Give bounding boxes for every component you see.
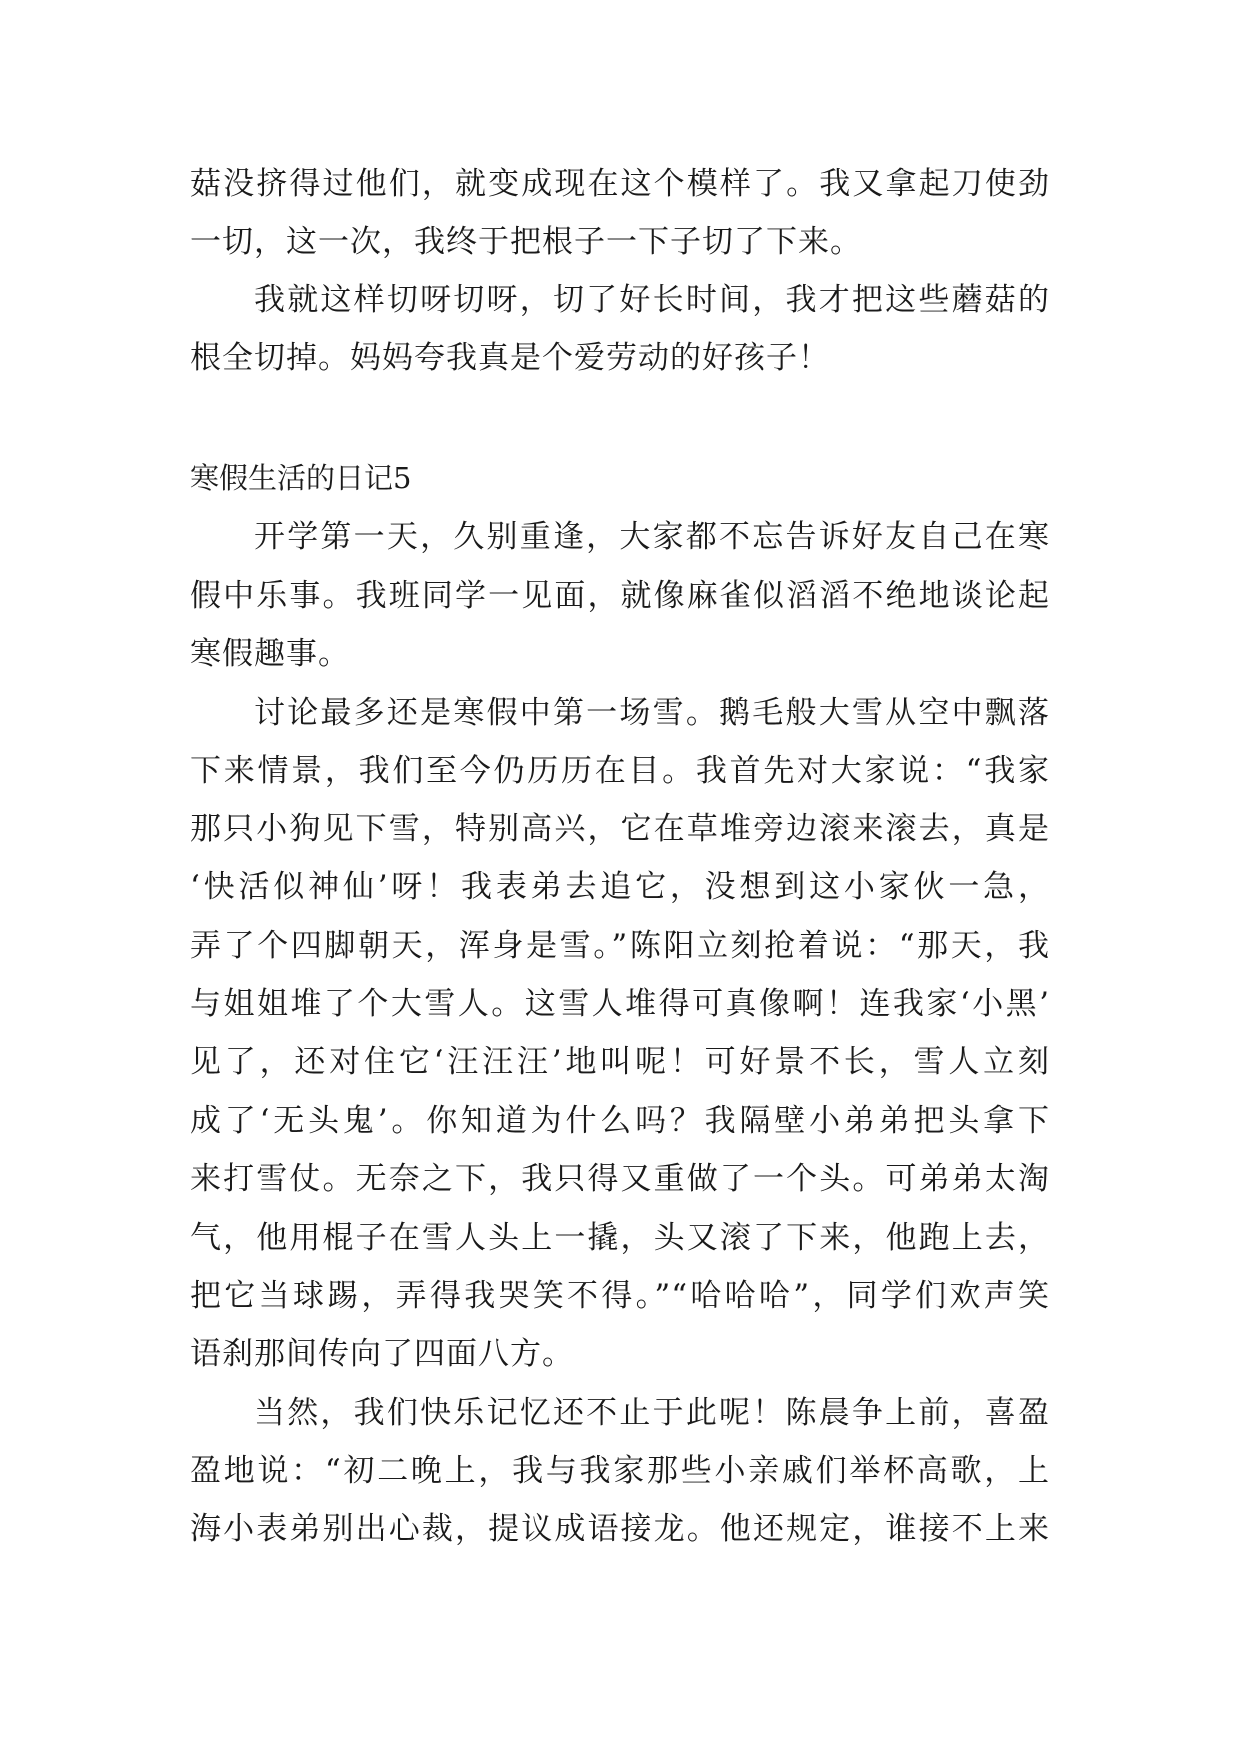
- text-line: 下来情景，我们至今仍历历在目。我首先对大家说：“我家: [190, 753, 1050, 789]
- text-line: 讨论最多还是寒假中第一场雪。鹅毛般大雪从空中飘落: [254, 695, 1050, 731]
- text-line: ‘快活似神仙’呀！我表弟去追它，没想到这小家伙一急，: [190, 869, 1050, 905]
- text-line: 一切，这一次，我终于把根子一下子切了下来。: [190, 224, 862, 260]
- text-line: 气，他用棍子在雪人头上一撬，头又滚了下来，他跑上去，: [190, 1220, 1050, 1256]
- text-line: 盈地说：“初二晚上，我与我家那些小亲戚们举杯高歌，上: [190, 1453, 1050, 1489]
- text-line: 我就这样切呀切呀，切了好长时间，我才把这些蘑菇的: [254, 282, 1050, 318]
- text-line: 海小表弟别出心裁，提议成语接龙。他还规定，谁接不上来: [190, 1511, 1050, 1547]
- text-line: 那只小狗见下雪，特别高兴，它在草堆旁边滚来滚去，真是: [190, 811, 1050, 847]
- text-line: 开学第一天，久别重逢，大家都不忘告诉好友自己在寒: [254, 519, 1050, 555]
- text-line: 根全切掉。妈妈夸我真是个爱劳动的好孩子！: [190, 340, 830, 376]
- text-line: 成了‘无头鬼’。你知道为什么吗？我隔壁小弟弟把头拿下: [190, 1103, 1050, 1139]
- text-line: 寒假趣事。: [190, 636, 350, 672]
- text-line: 语刹那间传向了四面八方。: [190, 1336, 574, 1372]
- text-line: 菇没挤得过他们，就变成现在这个模样了。我又拿起刀使劲: [190, 166, 1050, 202]
- section-title: 寒假生活的日记5: [190, 461, 412, 495]
- text-line: 假中乐事。我班同学一见面，就像麻雀似滔滔不绝地谈论起: [190, 578, 1050, 614]
- text-line: 来打雪仗。无奈之下，我只得又重做了一个头。可弟弟太淘: [190, 1161, 1050, 1197]
- text-line: 见了，还对住它‘汪汪汪’地叫呢！可好景不长，雪人立刻: [190, 1044, 1050, 1080]
- text-line: 把它当球踢，弄得我哭笑不得。”“哈哈哈”，同学们欢声笑: [190, 1278, 1050, 1314]
- text-line: 当然，我们快乐记忆还不止于此呢！陈晨争上前，喜盈: [254, 1395, 1050, 1431]
- text-line: 与姐姐堆了个大雪人。这雪人堆得可真像啊！连我家‘小黑’: [190, 986, 1050, 1022]
- text-line: 弄了个四脚朝天，浑身是雪。”陈阳立刻抢着说：“那天，我: [190, 928, 1050, 964]
